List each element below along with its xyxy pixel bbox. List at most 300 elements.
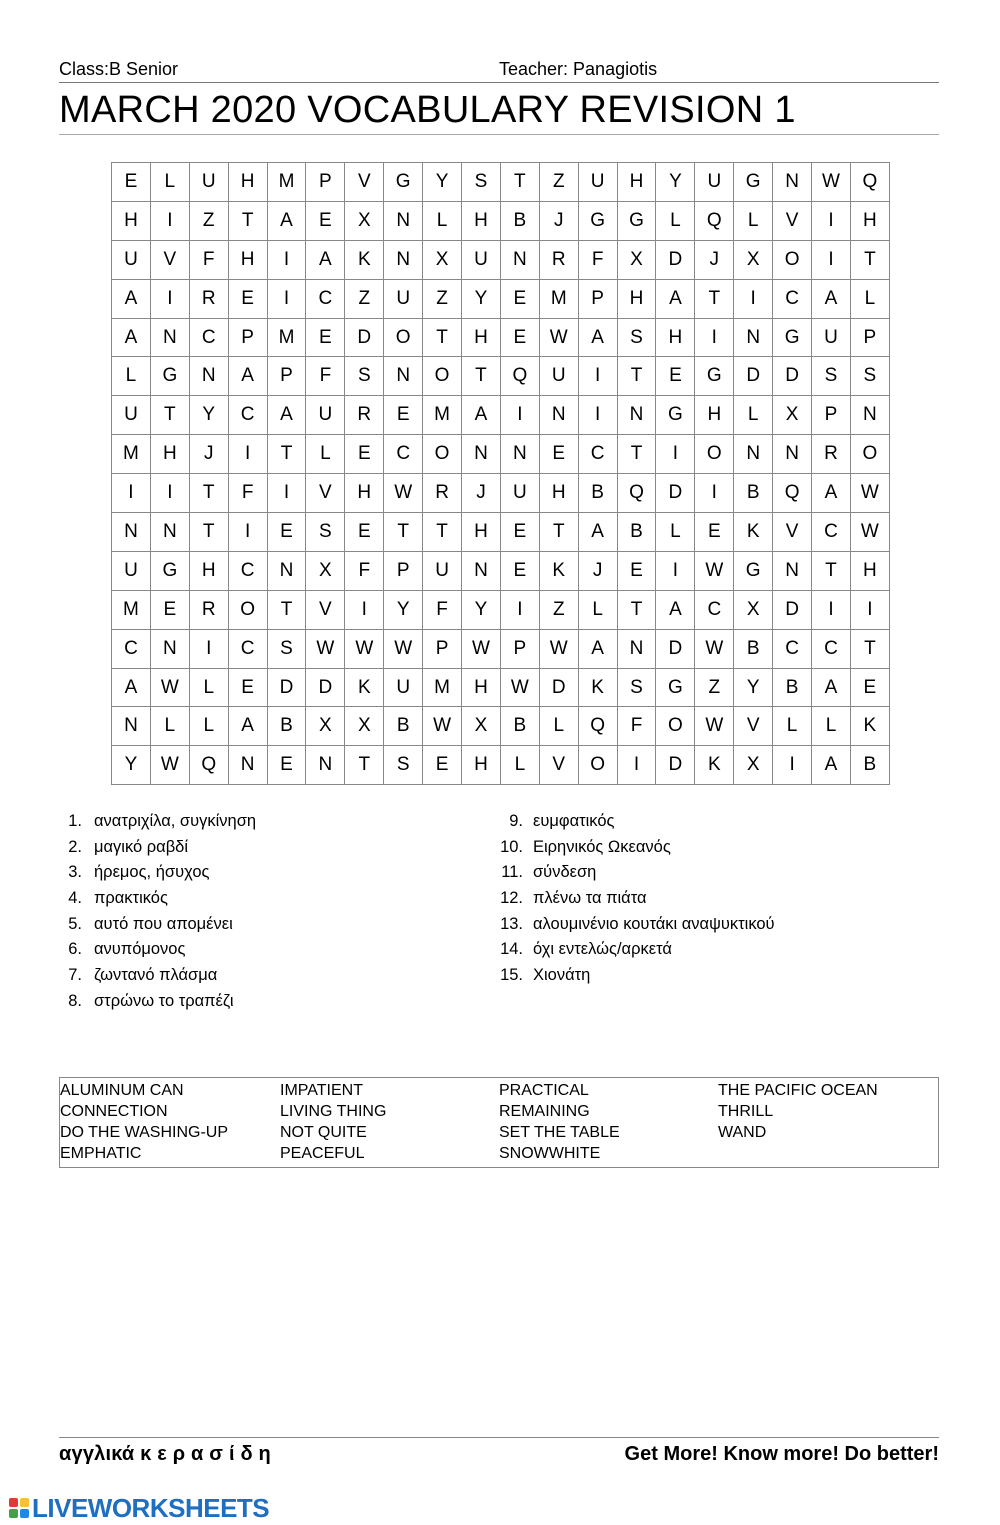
grid-cell[interactable]: Z xyxy=(345,279,384,318)
grid-cell[interactable]: A xyxy=(578,318,617,357)
grid-cell[interactable]: E xyxy=(500,513,539,552)
grid-cell[interactable]: A xyxy=(267,396,306,435)
grid-cell[interactable]: W xyxy=(850,513,889,552)
grid-cell[interactable]: X xyxy=(345,201,384,240)
grid-cell[interactable]: F xyxy=(423,590,462,629)
grid-cell[interactable]: B xyxy=(850,746,889,785)
grid-cell[interactable]: N xyxy=(773,551,812,590)
grid-cell[interactable]: X xyxy=(462,707,501,746)
grid-cell[interactable]: N xyxy=(773,163,812,202)
grid-cell[interactable]: K xyxy=(345,668,384,707)
grid-cell[interactable]: T xyxy=(189,513,228,552)
grid-cell[interactable]: S xyxy=(267,629,306,668)
grid-cell[interactable]: W xyxy=(850,474,889,513)
grid-cell[interactable]: J xyxy=(189,435,228,474)
grid-cell[interactable]: N xyxy=(500,240,539,279)
grid-cell[interactable]: G xyxy=(695,357,734,396)
word-search-grid[interactable] xyxy=(111,162,890,785)
grid-cell[interactable]: I xyxy=(812,240,851,279)
grid-cell[interactable]: U xyxy=(423,551,462,590)
grid-cell[interactable]: U xyxy=(500,474,539,513)
grid-cell[interactable]: Y xyxy=(384,590,423,629)
grid-cell[interactable]: X xyxy=(734,590,773,629)
grid-cell[interactable]: I xyxy=(267,474,306,513)
grid-cell[interactable]: I xyxy=(150,201,189,240)
grid-cell[interactable]: R xyxy=(189,279,228,318)
grid-cell[interactable]: J xyxy=(578,551,617,590)
grid-cell[interactable]: I xyxy=(267,240,306,279)
grid-cell[interactable]: P xyxy=(267,357,306,396)
grid-cell[interactable]: N xyxy=(267,551,306,590)
grid-cell[interactable]: Z xyxy=(695,668,734,707)
grid-cell[interactable]: Y xyxy=(462,590,501,629)
grid-cell[interactable]: T xyxy=(617,435,656,474)
grid-cell[interactable]: Q xyxy=(578,707,617,746)
grid-cell[interactable]: W xyxy=(500,668,539,707)
grid-cell[interactable]: L xyxy=(578,590,617,629)
grid-cell[interactable]: Q xyxy=(617,474,656,513)
grid-cell[interactable]: L xyxy=(150,163,189,202)
grid-cell[interactable]: W xyxy=(384,629,423,668)
grid-cell[interactable]: C xyxy=(228,551,267,590)
grid-cell[interactable]: G xyxy=(734,163,773,202)
grid-cell[interactable]: Q xyxy=(773,474,812,513)
grid-cell[interactable]: W xyxy=(695,629,734,668)
grid-cell[interactable]: S xyxy=(462,163,501,202)
grid-cell[interactable]: A xyxy=(112,279,151,318)
grid-cell[interactable]: E xyxy=(656,357,695,396)
grid-cell[interactable]: U xyxy=(112,240,151,279)
grid-cell[interactable]: W xyxy=(462,629,501,668)
grid-cell[interactable]: D xyxy=(734,357,773,396)
grid-cell[interactable]: P xyxy=(228,318,267,357)
grid-cell[interactable]: H xyxy=(228,163,267,202)
grid-cell[interactable]: U xyxy=(112,396,151,435)
grid-cell[interactable]: O xyxy=(773,240,812,279)
grid-cell[interactable]: L xyxy=(656,513,695,552)
grid-cell[interactable]: Q xyxy=(695,201,734,240)
grid-cell[interactable]: U xyxy=(695,163,734,202)
grid-cell[interactable]: H xyxy=(112,201,151,240)
grid-cell[interactable]: O xyxy=(850,435,889,474)
grid-cell[interactable]: X xyxy=(423,240,462,279)
grid-cell[interactable]: D xyxy=(773,357,812,396)
grid-cell[interactable]: E xyxy=(267,746,306,785)
grid-cell[interactable]: T xyxy=(850,240,889,279)
grid-cell[interactable]: N xyxy=(773,435,812,474)
grid-cell[interactable]: P xyxy=(812,396,851,435)
liveworksheets-brand[interactable] xyxy=(8,1493,269,1523)
grid-cell[interactable]: I xyxy=(345,590,384,629)
grid-cell[interactable]: I xyxy=(150,279,189,318)
grid-cell[interactable]: E xyxy=(423,746,462,785)
grid-cell[interactable]: N xyxy=(462,435,501,474)
grid-cell[interactable]: L xyxy=(500,746,539,785)
grid-cell[interactable]: N xyxy=(734,435,773,474)
grid-cell[interactable]: K xyxy=(695,746,734,785)
grid-cell[interactable]: N xyxy=(384,357,423,396)
grid-cell[interactable]: U xyxy=(812,318,851,357)
grid-cell[interactable]: W xyxy=(150,668,189,707)
grid-cell[interactable]: E xyxy=(695,513,734,552)
grid-cell[interactable]: G xyxy=(656,668,695,707)
grid-cell[interactable]: H xyxy=(850,551,889,590)
grid-cell[interactable]: I xyxy=(578,396,617,435)
grid-cell[interactable]: D xyxy=(773,590,812,629)
grid-cell[interactable]: V xyxy=(773,201,812,240)
grid-cell[interactable]: B xyxy=(500,201,539,240)
grid-cell[interactable]: E xyxy=(228,279,267,318)
grid-cell[interactable]: X xyxy=(734,746,773,785)
grid-cell[interactable]: T xyxy=(462,357,501,396)
grid-cell[interactable]: L xyxy=(850,279,889,318)
grid-cell[interactable]: T xyxy=(189,474,228,513)
grid-cell[interactable]: Y xyxy=(189,396,228,435)
grid-cell[interactable]: U xyxy=(578,163,617,202)
grid-cell[interactable]: A xyxy=(267,201,306,240)
grid-cell[interactable]: L xyxy=(189,707,228,746)
grid-cell[interactable]: N xyxy=(112,707,151,746)
grid-cell[interactable]: X xyxy=(306,551,345,590)
grid-cell[interactable]: B xyxy=(500,707,539,746)
grid-cell[interactable]: P xyxy=(384,551,423,590)
grid-cell[interactable]: L xyxy=(773,707,812,746)
grid-cell[interactable]: I xyxy=(850,590,889,629)
grid-cell[interactable]: N xyxy=(500,435,539,474)
grid-cell[interactable]: L xyxy=(189,668,228,707)
grid-cell[interactable]: N xyxy=(306,746,345,785)
grid-cell[interactable]: T xyxy=(617,590,656,629)
grid-cell[interactable]: C xyxy=(112,629,151,668)
grid-cell[interactable]: G xyxy=(578,201,617,240)
grid-cell[interactable]: E xyxy=(150,590,189,629)
grid-cell[interactable]: I xyxy=(150,474,189,513)
grid-cell[interactable]: T xyxy=(267,590,306,629)
grid-cell[interactable]: D xyxy=(267,668,306,707)
grid-cell[interactable]: E xyxy=(306,318,345,357)
grid-cell[interactable]: E xyxy=(345,513,384,552)
grid-cell[interactable]: G xyxy=(150,357,189,396)
grid-cell[interactable]: T xyxy=(228,201,267,240)
grid-cell[interactable]: T xyxy=(423,513,462,552)
grid-cell[interactable]: M xyxy=(539,279,578,318)
grid-cell[interactable]: D xyxy=(306,668,345,707)
grid-cell[interactable]: C xyxy=(384,435,423,474)
grid-cell[interactable]: Z xyxy=(539,163,578,202)
grid-cell[interactable]: L xyxy=(306,435,345,474)
grid-cell[interactable]: U xyxy=(384,668,423,707)
grid-cell[interactable]: M xyxy=(267,318,306,357)
grid-cell[interactable]: N xyxy=(384,240,423,279)
grid-cell[interactable]: R xyxy=(812,435,851,474)
grid-cell[interactable]: A xyxy=(578,513,617,552)
grid-cell[interactable]: D xyxy=(539,668,578,707)
grid-cell[interactable]: S xyxy=(306,513,345,552)
grid-cell[interactable]: D xyxy=(656,474,695,513)
grid-cell[interactable]: K xyxy=(850,707,889,746)
grid-cell[interactable]: W xyxy=(345,629,384,668)
grid-cell[interactable]: Q xyxy=(189,746,228,785)
grid-cell[interactable]: E xyxy=(112,163,151,202)
grid-cell[interactable]: H xyxy=(850,201,889,240)
grid-cell[interactable]: B xyxy=(773,668,812,707)
grid-cell[interactable]: A xyxy=(812,474,851,513)
grid-cell[interactable]: A xyxy=(112,668,151,707)
grid-cell[interactable]: Y xyxy=(112,746,151,785)
grid-cell[interactable]: D xyxy=(656,746,695,785)
grid-cell[interactable]: L xyxy=(734,201,773,240)
grid-cell[interactable]: Y xyxy=(734,668,773,707)
grid-cell[interactable]: F xyxy=(228,474,267,513)
grid-cell[interactable]: Q xyxy=(500,357,539,396)
grid-cell[interactable]: F xyxy=(189,240,228,279)
grid-cell[interactable]: A xyxy=(306,240,345,279)
grid-cell[interactable]: T xyxy=(695,279,734,318)
grid-cell[interactable]: E xyxy=(539,435,578,474)
grid-cell[interactable]: F xyxy=(345,551,384,590)
grid-cell[interactable]: L xyxy=(656,201,695,240)
grid-cell[interactable]: J xyxy=(695,240,734,279)
grid-cell[interactable]: T xyxy=(423,318,462,357)
grid-cell[interactable]: V xyxy=(345,163,384,202)
grid-cell[interactable]: H xyxy=(656,318,695,357)
grid-cell[interactable]: H xyxy=(462,201,501,240)
grid-cell[interactable]: G xyxy=(150,551,189,590)
grid-cell[interactable]: H xyxy=(462,513,501,552)
grid-cell[interactable]: L xyxy=(150,707,189,746)
grid-cell[interactable]: M xyxy=(267,163,306,202)
grid-cell[interactable]: O xyxy=(423,435,462,474)
grid-cell[interactable]: C xyxy=(306,279,345,318)
grid-cell[interactable]: P xyxy=(423,629,462,668)
grid-cell[interactable]: O xyxy=(578,746,617,785)
grid-cell[interactable]: S xyxy=(617,318,656,357)
grid-cell[interactable]: I xyxy=(112,474,151,513)
grid-cell[interactable]: Y xyxy=(423,163,462,202)
grid-cell[interactable]: R xyxy=(345,396,384,435)
grid-cell[interactable]: F xyxy=(578,240,617,279)
grid-cell[interactable]: H xyxy=(539,474,578,513)
grid-cell[interactable]: A xyxy=(578,629,617,668)
grid-cell[interactable]: M xyxy=(423,668,462,707)
grid-cell[interactable]: P xyxy=(306,163,345,202)
grid-cell[interactable]: T xyxy=(384,513,423,552)
grid-cell[interactable]: Y xyxy=(656,163,695,202)
grid-cell[interactable]: H xyxy=(617,163,656,202)
grid-cell[interactable]: I xyxy=(812,590,851,629)
grid-cell[interactable]: J xyxy=(539,201,578,240)
grid-cell[interactable]: G xyxy=(773,318,812,357)
grid-cell[interactable]: C xyxy=(189,318,228,357)
grid-cell[interactable]: H xyxy=(462,668,501,707)
grid-cell[interactable]: C xyxy=(812,513,851,552)
grid-cell[interactable]: U xyxy=(306,396,345,435)
grid-cell[interactable]: E xyxy=(850,668,889,707)
grid-cell[interactable]: L xyxy=(423,201,462,240)
grid-cell[interactable]: C xyxy=(773,279,812,318)
grid-cell[interactable]: N xyxy=(539,396,578,435)
grid-cell[interactable]: F xyxy=(617,707,656,746)
grid-cell[interactable]: M xyxy=(112,590,151,629)
grid-cell[interactable]: L xyxy=(112,357,151,396)
grid-cell[interactable]: B xyxy=(734,629,773,668)
grid-cell[interactable]: W xyxy=(539,629,578,668)
grid-cell[interactable]: I xyxy=(812,201,851,240)
grid-cell[interactable]: U xyxy=(112,551,151,590)
grid-cell[interactable]: W xyxy=(539,318,578,357)
grid-cell[interactable]: N xyxy=(150,318,189,357)
grid-cell[interactable]: E xyxy=(617,551,656,590)
grid-cell[interactable]: H xyxy=(150,435,189,474)
grid-cell[interactable]: W xyxy=(306,629,345,668)
grid-cell[interactable]: B xyxy=(578,474,617,513)
grid-cell[interactable]: A xyxy=(812,279,851,318)
grid-cell[interactable]: H xyxy=(695,396,734,435)
grid-cell[interactable]: T xyxy=(539,513,578,552)
grid-cell[interactable]: T xyxy=(267,435,306,474)
grid-cell[interactable]: X xyxy=(306,707,345,746)
grid-cell[interactable]: H xyxy=(462,318,501,357)
grid-cell[interactable]: U xyxy=(539,357,578,396)
grid-cell[interactable]: E xyxy=(500,279,539,318)
grid-cell[interactable]: C xyxy=(773,629,812,668)
grid-cell[interactable]: H xyxy=(189,551,228,590)
grid-cell[interactable]: U xyxy=(384,279,423,318)
grid-cell[interactable]: P xyxy=(850,318,889,357)
grid-cell[interactable]: R xyxy=(539,240,578,279)
grid-cell[interactable]: I xyxy=(734,279,773,318)
grid-cell[interactable]: C xyxy=(228,629,267,668)
grid-cell[interactable]: N xyxy=(850,396,889,435)
grid-cell[interactable]: T xyxy=(345,746,384,785)
grid-cell[interactable]: N xyxy=(189,357,228,396)
grid-cell[interactable]: M xyxy=(112,435,151,474)
grid-cell[interactable]: E xyxy=(306,201,345,240)
grid-cell[interactable]: I xyxy=(578,357,617,396)
grid-cell[interactable]: N xyxy=(112,513,151,552)
grid-cell[interactable]: E xyxy=(267,513,306,552)
grid-cell[interactable]: A xyxy=(656,590,695,629)
grid-cell[interactable]: J xyxy=(462,474,501,513)
grid-cell[interactable]: C xyxy=(695,590,734,629)
grid-cell[interactable]: Y xyxy=(462,279,501,318)
grid-cell[interactable]: A xyxy=(812,668,851,707)
grid-cell[interactable]: T xyxy=(500,163,539,202)
grid-cell[interactable]: H xyxy=(617,279,656,318)
grid-cell[interactable]: I xyxy=(656,435,695,474)
grid-cell[interactable]: B xyxy=(617,513,656,552)
grid-cell[interactable]: N xyxy=(150,513,189,552)
grid-cell[interactable]: R xyxy=(423,474,462,513)
grid-cell[interactable]: P xyxy=(500,629,539,668)
grid-cell[interactable]: A xyxy=(462,396,501,435)
grid-cell[interactable]: T xyxy=(812,551,851,590)
grid-cell[interactable]: I xyxy=(773,746,812,785)
grid-cell[interactable]: N xyxy=(228,746,267,785)
grid-cell[interactable]: S xyxy=(850,357,889,396)
grid-cell[interactable]: G xyxy=(384,163,423,202)
grid-cell[interactable]: E xyxy=(500,551,539,590)
grid-cell[interactable]: O xyxy=(656,707,695,746)
grid-cell[interactable]: W xyxy=(695,551,734,590)
grid-cell[interactable]: K xyxy=(345,240,384,279)
grid-cell[interactable]: X xyxy=(617,240,656,279)
grid-cell[interactable]: N xyxy=(617,396,656,435)
grid-cell[interactable]: G xyxy=(617,201,656,240)
grid-cell[interactable]: R xyxy=(189,590,228,629)
grid-cell[interactable]: A xyxy=(112,318,151,357)
grid-cell[interactable]: A xyxy=(812,746,851,785)
grid-cell[interactable]: M xyxy=(423,396,462,435)
grid-cell[interactable]: E xyxy=(228,668,267,707)
grid-cell[interactable]: T xyxy=(850,629,889,668)
grid-cell[interactable]: V xyxy=(306,474,345,513)
grid-cell[interactable]: O xyxy=(228,590,267,629)
grid-cell[interactable]: G xyxy=(656,396,695,435)
grid-cell[interactable]: N xyxy=(384,201,423,240)
grid-cell[interactable]: W xyxy=(423,707,462,746)
grid-cell[interactable]: A xyxy=(656,279,695,318)
grid-cell[interactable]: T xyxy=(617,357,656,396)
grid-cell[interactable]: D xyxy=(656,240,695,279)
grid-cell[interactable]: E xyxy=(384,396,423,435)
grid-cell[interactable]: K xyxy=(539,551,578,590)
grid-cell[interactable]: I xyxy=(228,435,267,474)
grid-cell[interactable]: N xyxy=(462,551,501,590)
grid-cell[interactable]: C xyxy=(228,396,267,435)
grid-cell[interactable]: Q xyxy=(850,163,889,202)
grid-cell[interactable]: G xyxy=(734,551,773,590)
grid-cell[interactable]: N xyxy=(150,629,189,668)
grid-cell[interactable]: V xyxy=(773,513,812,552)
grid-cell[interactable]: C xyxy=(578,435,617,474)
grid-cell[interactable]: I xyxy=(500,396,539,435)
grid-cell[interactable]: U xyxy=(189,163,228,202)
grid-cell[interactable]: C xyxy=(812,629,851,668)
grid-cell[interactable]: O xyxy=(423,357,462,396)
grid-cell[interactable]: W xyxy=(150,746,189,785)
grid-cell[interactable]: N xyxy=(734,318,773,357)
grid-cell[interactable]: L xyxy=(812,707,851,746)
grid-cell[interactable]: V xyxy=(306,590,345,629)
grid-cell[interactable]: E xyxy=(500,318,539,357)
grid-cell[interactable]: H xyxy=(228,240,267,279)
grid-cell[interactable]: O xyxy=(384,318,423,357)
grid-cell[interactable]: S xyxy=(812,357,851,396)
grid-cell[interactable]: V xyxy=(150,240,189,279)
grid-cell[interactable]: O xyxy=(695,435,734,474)
grid-cell[interactable]: X xyxy=(773,396,812,435)
grid-cell[interactable]: K xyxy=(578,668,617,707)
grid-cell[interactable]: I xyxy=(695,318,734,357)
grid-cell[interactable]: I xyxy=(189,629,228,668)
grid-cell[interactable]: L xyxy=(539,707,578,746)
grid-cell[interactable]: B xyxy=(267,707,306,746)
grid-cell[interactable]: A xyxy=(228,357,267,396)
grid-cell[interactable]: W xyxy=(812,163,851,202)
grid-cell[interactable]: H xyxy=(345,474,384,513)
grid-cell[interactable]: Z xyxy=(423,279,462,318)
grid-cell[interactable]: H xyxy=(462,746,501,785)
grid-cell[interactable]: S xyxy=(384,746,423,785)
grid-cell[interactable]: U xyxy=(462,240,501,279)
grid-cell[interactable]: P xyxy=(578,279,617,318)
grid-cell[interactable]: I xyxy=(656,551,695,590)
grid-cell[interactable]: L xyxy=(734,396,773,435)
grid-cell[interactable]: B xyxy=(734,474,773,513)
grid-cell[interactable]: Z xyxy=(189,201,228,240)
grid-cell[interactable]: X xyxy=(345,707,384,746)
